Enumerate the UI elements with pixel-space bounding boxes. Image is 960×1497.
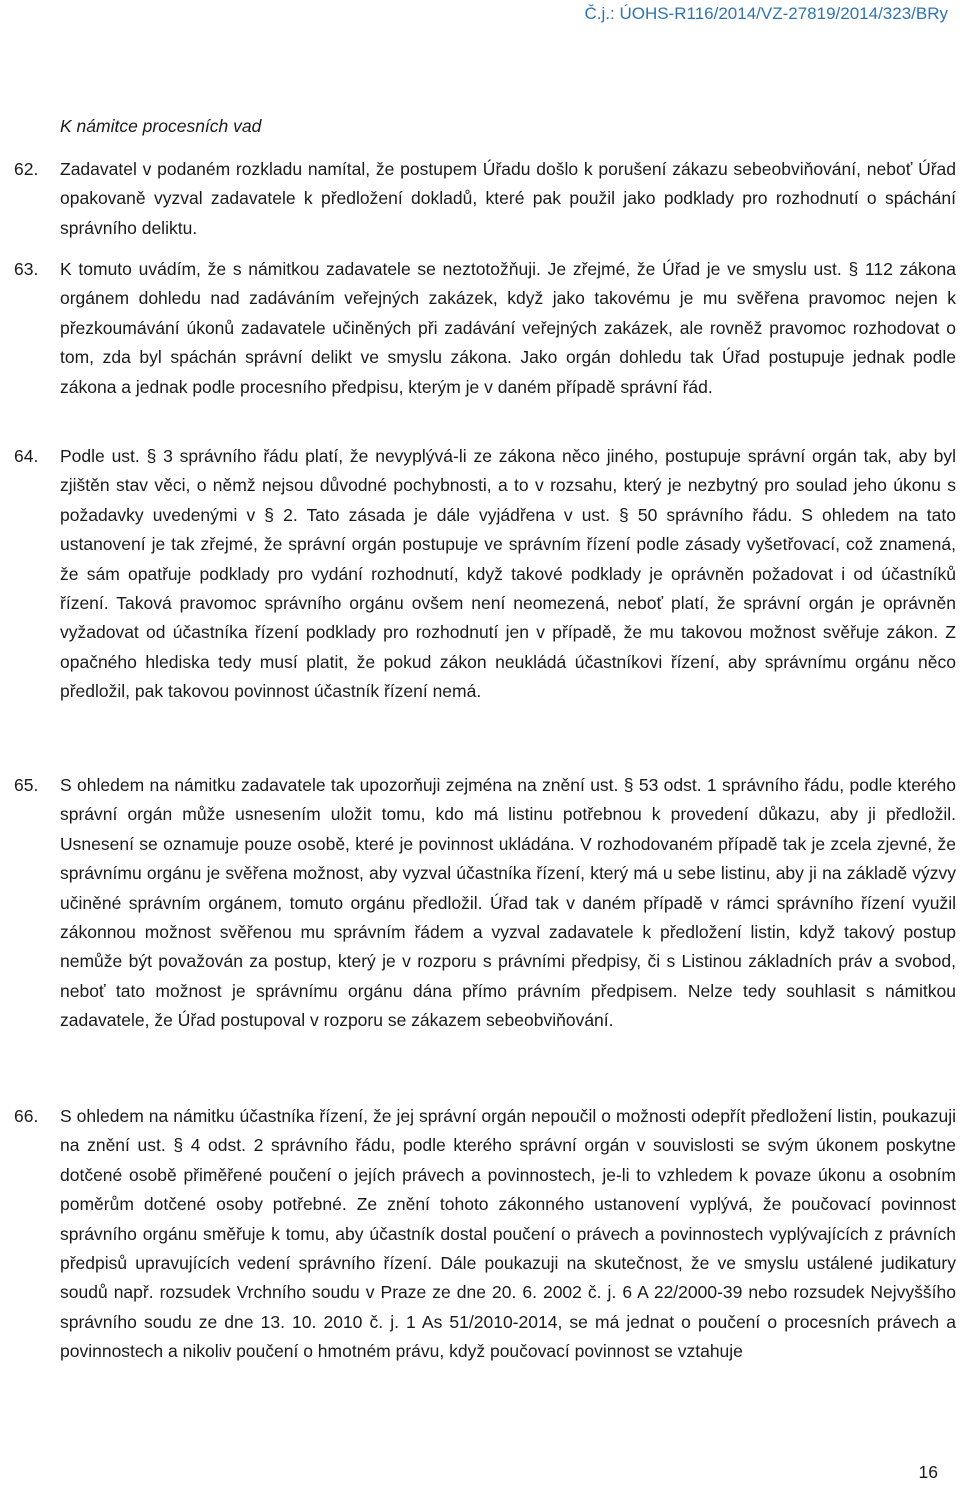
paragraph-text: Podle ust. § 3 správního řádu platí, že nevyplývá-li ze zákona něco jiného, postupuje správní orgán tak, aby byl zjištěn stav věci, o němž nejsou důvodné pochybnosti, a to v rozsahu, který je nezbytný pro soulad jeho úkonu s požadavky uvedenými v § 2. Tato zásada je dále vyjádřena v ust. § 50 správního řádu. S ohledem na tato ustanovení je tak zřejmé, že správní orgán postupuje ve správním řízení podle zásady vyšetřovací, což znamená, že sám opatřuje podklady pro vydání rozhodnutí, když takové podklady je oprávněn požadovat i od účastníků řízení. Taková pravomoc správního orgánu ovšem není neomezená, neboť platí, že správní orgán je oprávněn vyžadovat od účastníka řízení podklady pro rozhodnutí jen v případě, že mu takovou možnost svěřuje zákon. Z opačného hlediska tedy musí platit, že pokud zákon neukládá účastníkovi řízení, aby správnímu orgánu něco předložil, pak takovou povinnost účastník řízení nemá. (60, 446, 956, 702)
paragraph-number: 64. (14, 446, 39, 466)
paragraph-text: K tomuto uvádím, že s námitkou zadavatele se neztotožňuji. Je zřejmé, že Úřad je ve smyslu ust. § 112 zákona orgánem dohledu nad zadáváním veřejných zakázek, když jako takovému je mu svěřena pravomoc nejen k přezkoumávání úkonů zadavatele učiněných při zadávání veřejných zakázek, ale rovněž pravomoc rozhodovat o tom, zda byl spáchán správní delikt ve smyslu zákona. Jako orgán dohledu tak Úřad postupuje jednak podle zákona a jednak podle procesního předpisu, kterým je v daném případě správní řád. (60, 259, 956, 397)
paragraph-text: S ohledem na námitku účastníka řízení, že jej správní orgán nepoučil o možnosti odepřít předložení listin, poukazuji na znění ust. § 4 odst. 2 správního řádu, podle kterého správní orgán v souvislosti se svým úkonem poskytne dotčené osobě přiměřené poučení o jejích právech a povinnostech, je-li to vzhledem k povaze úkonu a osobním poměrům dotčené osoby potřebné. Ze znění tohoto zákonného ustanovení vyplývá, že poučovací povinnost správního orgánu směřuje k tomu, aby účastník dostal poučení o právech a povinnostech vyplývajících z právních předpisů upravujících vedení správního řízení. Dále poukazuji na skutečnost, že ve smyslu ustálené judikatury soudů např. rozsudek Vrchního soudu v Praze ze dne 20. 6. 2002 č. j. 6 A 22/2000-39 nebo rozsudek Nejvyššího správního soudu ze dne 13. 10. 2010 č. j. 1 As 51/2010-2014, se má jednat o poučení o procesních právech a povinnostech a nikoliv poučení o hmotném právu, když poučovací povinnost se vztahuje (60, 1106, 956, 1362)
section-heading: K námitce procesních vad (60, 116, 262, 136)
paragraph-number: 62. (14, 159, 39, 179)
page-number: 16 (918, 1462, 938, 1482)
paragraph-number: 65. (14, 775, 39, 795)
paragraph-text: Zadavatel v podaném rozkladu namítal, že postupem Úřadu došlo k porušení zákazu sebeobviňování, neboť Úřad opakovaně vyzval zadavatele k předložení dokladů, které pak použil jako podklady pro rozhodnutí o spáchání správního deliktu. (60, 159, 956, 238)
paragraph-number: 66. (14, 1106, 39, 1126)
document-reference-header: Č.j.: ÚOHS-R116/2014/VZ-27819/2014/323/BRy (584, 4, 948, 23)
paragraph-number: 63. (14, 259, 39, 279)
paragraph-text: S ohledem na námitku zadavatele tak upozorňuji zejména na znění ust. § 53 odst. 1 správního řádu, podle kterého správní orgán může usnesením uložit tomu, kdo má listinu potřebnou k provedení důkazu, aby ji předložil. Usnesení se oznamuje pouze osobě, které je povinnost ukládána. V rozhodovaném případě tak je zcela zjevné, že správnímu orgánu je svěřena možnost, aby vyzval účastníka řízení, který má u sebe listinu, aby ji na základě výzvy učiněné správním orgánem, tomuto orgánu předložil. Úřad tak v daném případě v rámci správního řízení využil zákonnou možnost svěřenou mu správním řádem a vyzval zadavatele k předložení listin, když takový postup nemůže být považován za postup, který je v rozporu s právními předpisy, či s Listinou základních práv a svobod, neboť tato možnost je správnímu orgánu dána přímo právním předpisem. Nelze tedy souhlasit s námitkou zadavatele, že Úřad postupoval v rozporu se zákazem sebeobviňování. (60, 775, 956, 1031)
